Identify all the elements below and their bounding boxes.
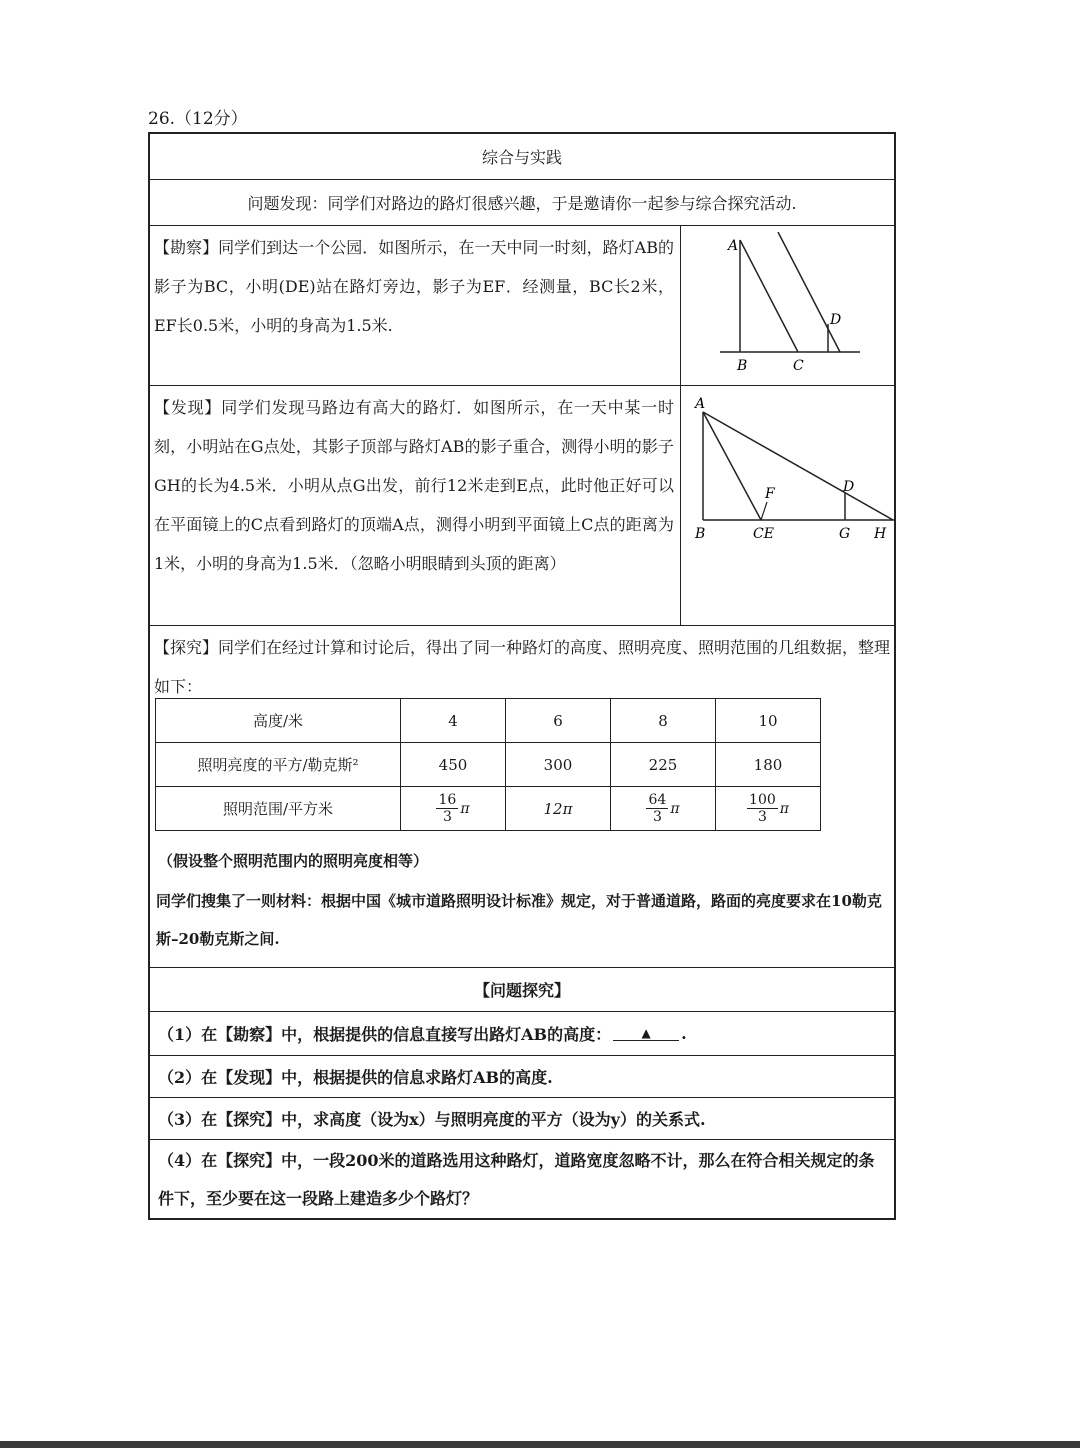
- label-F: F: [765, 486, 775, 502]
- table-cell: 12π: [506, 787, 611, 831]
- discovery-figure: [685, 392, 897, 542]
- discovery-row: [150, 386, 894, 626]
- q1-end: .: [681, 1024, 687, 1043]
- table-cell: $\frac{100}{3}$ π: [716, 787, 821, 831]
- label-H: H: [874, 526, 887, 542]
- table-cell: 300: [506, 743, 611, 787]
- problem-frame: [148, 132, 896, 1220]
- question-3: [150, 1098, 894, 1140]
- table-cell: 10: [716, 699, 821, 743]
- discovery-text: 【发现】同学们发现马路边有高大的路灯．如图所示，在一天中某一时刻，小明站在G点处，其影子顶部与路灯AB的影子重合，测得小明的影子GH的长为4.5米．小明从点G出发，前行12米走到E点，此时他正好可以在平面镜上的C点看到路灯的顶端A点，测得小明到平面镜上C点的距离为1米，小明的身高为1.5米．（忽略小明眼睛到头顶的距离）: [154, 398, 674, 573]
- survey-text: 【勘察】同学们到达一个公园．如图所示，在一天中同一时刻，路灯AB的影子为BC，小明(DE)站在路灯旁边，影子为EF．经测量，BC长2米，EF长0.5米，小明的身高为1.5米.: [154, 238, 674, 335]
- intro-text: 问题发现：同学们对路边的路灯很感兴趣，于是邀请你一起参与综合探究活动.: [247, 194, 797, 213]
- answer-blank[interactable]: ▲: [613, 1026, 679, 1041]
- label-D: D: [830, 312, 842, 328]
- q4-text: （4）在【探究】中，一段200米的道路选用这种路灯，道路宽度忽略不计，那么在符合相关规定的条件下，至少要在这一段路上建造多少个路灯？: [158, 1151, 875, 1208]
- explore-text: 【探究】同学们在经过计算和讨论后，得出了同一种路灯的高度、照明亮度、照明范围的几组数据，整理如下：: [154, 638, 891, 696]
- q2-text: （2）在【发现】中，根据提供的信息求路灯AB的高度.: [158, 1068, 553, 1087]
- table-cell: 180: [716, 743, 821, 787]
- label-D: D: [843, 479, 855, 495]
- survey-row: [150, 226, 894, 386]
- table-cell: 6: [506, 699, 611, 743]
- question-4: [150, 1140, 894, 1218]
- table-row: [156, 743, 821, 787]
- label-CE: CE: [753, 526, 774, 542]
- row-header-height: 高度/米: [156, 699, 401, 743]
- table-cell: 225: [611, 743, 716, 787]
- table-cell: 4: [401, 699, 506, 743]
- table-row: [156, 787, 821, 831]
- row-header-range: 照明范围/平方米: [156, 787, 401, 831]
- label-A: A: [695, 396, 706, 412]
- problems-heading: 【问题探究】: [473, 981, 570, 1000]
- title-row: [150, 134, 894, 180]
- row-header-brightness: 照明亮度的平方/勒克斯²: [156, 743, 401, 787]
- table-cell: $\frac{64}{3}$ π: [611, 787, 716, 831]
- material-text: 同学们搜集了一则材料：根据中国《城市道路照明设计标准》规定，对于普通道路，路面的亮度要求在10勒克斯–20勒克斯之间.: [156, 892, 882, 948]
- question-number: 26.（12分）: [148, 109, 248, 129]
- label-B: B: [737, 358, 748, 374]
- label-G: G: [839, 526, 851, 542]
- table-cell: $\frac{16}{3}$ π: [401, 787, 506, 831]
- table-cell: 450: [401, 743, 506, 787]
- label-B: B: [695, 526, 706, 542]
- assumption-note: （假设整个照明范围内的照明亮度相等）: [158, 852, 429, 870]
- label-C: C: [793, 358, 804, 374]
- intro-row: [150, 180, 894, 226]
- table-row: [156, 699, 821, 743]
- label-A: A: [728, 238, 739, 254]
- section-title: 综合与实践: [481, 148, 562, 167]
- table-cell: 8: [611, 699, 716, 743]
- bottom-bar: [0, 1441, 1080, 1448]
- question-1: [150, 1012, 894, 1056]
- explore-row: [150, 626, 894, 968]
- problems-heading-row: [150, 968, 894, 1012]
- survey-figure: [690, 232, 890, 380]
- q1-text: （1）在【勘察】中，根据提供的信息直接写出路灯AB的高度：: [158, 1025, 612, 1044]
- question-2: [150, 1056, 894, 1098]
- q3-text: （3）在【探究】中，求高度（设为x）与照明亮度的平方（设为y）的关系式.: [158, 1110, 706, 1129]
- data-table: [155, 698, 821, 831]
